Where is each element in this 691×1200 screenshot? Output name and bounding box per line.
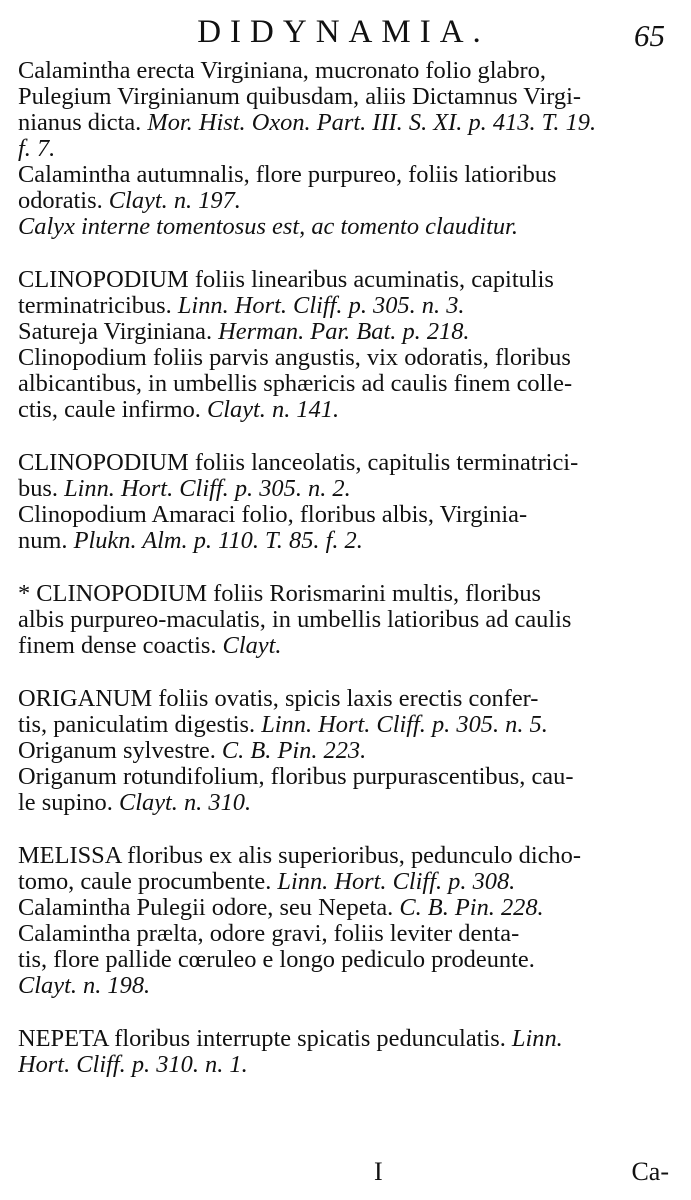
paragraph-gap — [18, 999, 669, 1026]
text-line — [18, 397, 669, 423]
citation: Mor. Hist. Oxon. Part. III. S. XI. p. 413. T. 19. — [147, 110, 597, 136]
text-line — [18, 686, 669, 712]
text-line — [18, 869, 669, 895]
text-segment: odoratis. — [18, 188, 109, 214]
text-line — [18, 973, 669, 999]
citation: Clayt. n. 198. — [18, 973, 151, 999]
text-segment: MELISSA floribus ex alis superioribus, pedunculo dicho- — [18, 843, 581, 869]
text-line — [18, 947, 669, 973]
text-segment: Satureja Virginiana. — [18, 319, 219, 345]
page-header — [18, 0, 669, 58]
text-line — [18, 921, 669, 947]
citation: C. B. Pin. 228. — [399, 895, 544, 921]
paragraph-gap — [18, 816, 669, 843]
catchword: Ca- — [631, 1157, 669, 1186]
text-segment: le supino. — [18, 790, 119, 816]
text-line — [18, 476, 669, 502]
citation: Linn. Hort. Cliff. p. 305. n. 3. — [177, 293, 465, 319]
text-line — [18, 371, 669, 397]
text-line — [18, 84, 669, 110]
paragraph-gap — [18, 554, 669, 581]
entry — [18, 1026, 669, 1078]
text-line — [18, 345, 669, 371]
text-segment: albis purpureo-maculatis, in umbellis latioribus ad caulis — [18, 607, 572, 633]
text-line — [18, 136, 669, 162]
text-segment: Calamintha Pulegii odore, seu Nepeta. — [18, 895, 400, 921]
text-segment: bus. — [18, 476, 65, 502]
text-segment: Origanum rotundifolium, floribus purpurascentibus, cau- — [18, 764, 574, 790]
citation: Clayt. n. 141. — [206, 397, 340, 423]
text-line — [18, 581, 669, 607]
paragraph-gap — [18, 423, 669, 450]
citation: Linn. Hort. Cliff. p. 305. n. 2. — [64, 476, 351, 502]
text-line — [18, 607, 669, 633]
text-segment: Clinopodium foliis parvis angustis, vix odoratis, floribus — [18, 345, 571, 371]
text-segment: albicantibus, in umbellis sphæricis ad caulis finem colle- — [18, 371, 573, 397]
text-segment: Pulegium Virginianum quibusdam, aliis Dictamnus Virgi- — [18, 84, 582, 110]
text-segment: Calamintha prælta, odore gravi, foliis leviter denta- — [18, 921, 520, 947]
running-head: DIDYNAMIA. — [197, 14, 490, 50]
text-line — [18, 319, 669, 345]
page-number: 65 — [634, 18, 665, 53]
text-segment: nianus dicta. — [18, 110, 148, 136]
entry — [18, 267, 669, 423]
citation: Linn. — [511, 1026, 563, 1052]
text-line — [18, 633, 669, 659]
paragraph-gap — [18, 240, 669, 267]
text-line — [18, 188, 669, 214]
citation: f. 7. — [18, 136, 56, 162]
text-segment: tis, flore pallide cœruleo e longo pediculo prodeunte. — [18, 947, 535, 973]
text-line — [18, 895, 669, 921]
text-line — [18, 712, 669, 738]
text-line — [18, 790, 669, 816]
entry — [18, 686, 669, 816]
text-segment: CLINOPODIUM foliis linearibus acuminatis, capitulis — [18, 267, 554, 293]
entry — [18, 843, 669, 999]
entry — [18, 581, 669, 659]
text-segment: tomo, caule procumbente. — [18, 869, 278, 895]
text-line — [18, 738, 669, 764]
citation: Clayt. n. 197. — [108, 188, 241, 214]
citation: Clayt. — [222, 633, 282, 659]
text-line — [18, 450, 669, 476]
text-line — [18, 214, 669, 240]
text-segment: Clinopodium Amaraci folio, floribus albis, Virginia- — [18, 502, 528, 528]
signature-mark: I — [374, 1157, 383, 1186]
citation: Plukn. Alm. p. 110. T. 85. f. 2. — [73, 528, 363, 554]
text-segment: finem dense coactis. — [18, 633, 223, 659]
page-footer — [0, 1157, 691, 1193]
text-line — [18, 1052, 669, 1078]
citation: Linn. Hort. Cliff. p. 305. n. 5. — [261, 712, 548, 738]
entry — [18, 450, 669, 554]
text-line — [18, 502, 669, 528]
text-segment: terminatricibus. — [18, 293, 178, 319]
citation: Calyx interne tomentosus est, ac tomento clauditur. — [18, 214, 518, 240]
paragraph-gap — [18, 659, 669, 686]
citation: Herman. Par. Bat. p. 218. — [218, 319, 470, 345]
citation: C. B. Pin. 223. — [221, 738, 367, 764]
text-segment: tis, paniculatim digestis. — [18, 712, 262, 738]
citation: Linn. Hort. Cliff. p. 308. — [277, 869, 516, 895]
citation: Clayt. n. 310. — [118, 790, 252, 816]
text-line — [18, 267, 669, 293]
text-segment: Calamintha autumnalis, flore purpureo, foliis latioribus — [18, 162, 557, 188]
text-segment: ORIGANUM foliis ovatis, spicis laxis erectis confer- — [18, 686, 539, 712]
entry — [18, 58, 669, 240]
text-line — [18, 58, 669, 84]
text-segment: CLINOPODIUM foliis lanceolatis, capitulis terminatrici- — [18, 450, 579, 476]
text-segment: num. — [18, 528, 74, 554]
text-line — [18, 528, 669, 554]
text-line — [18, 1026, 669, 1052]
text-line — [18, 162, 669, 188]
text-segment: NEPETA floribus interrupte spicatis pedunculatis. — [18, 1026, 512, 1052]
text-line — [18, 293, 669, 319]
text-line — [18, 843, 669, 869]
text-segment: Origanum sylvestre. — [18, 738, 222, 764]
citation: Hort. Cliff. p. 310. n. 1. — [18, 1052, 248, 1078]
text-segment: * CLINOPODIUM foliis Rorismarini multis, floribus — [18, 581, 542, 607]
text-line — [18, 764, 669, 790]
text-segment: Calamintha erecta Virginiana, mucronato folio glabro, — [18, 58, 546, 84]
text-segment: ctis, caule infirmo. — [18, 397, 207, 423]
text-line — [18, 110, 669, 136]
page-body — [18, 58, 669, 1078]
